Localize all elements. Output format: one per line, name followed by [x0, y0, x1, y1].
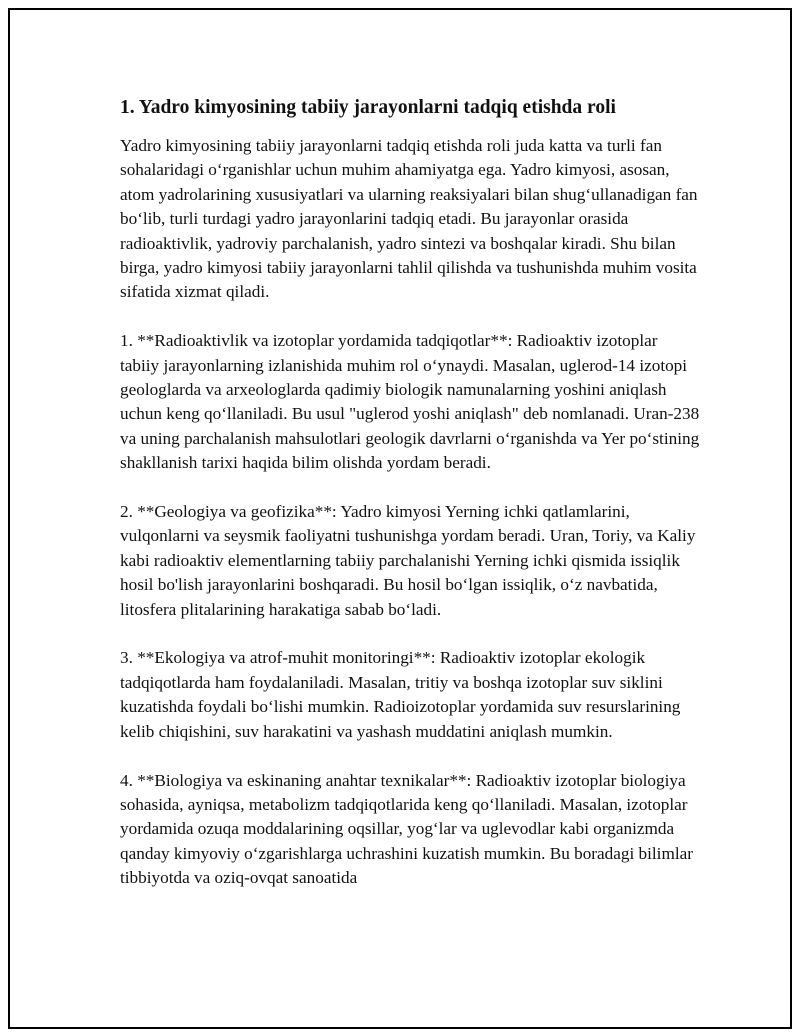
document-body	[120, 96, 700, 891]
paragraph-ecology: 3. **Ekologiya va atrof-muhit monitoringi**: Radioaktiv izotoplar ekologik tadqiqotlarda ham foydalaniladi. Masalan, tritiy va boshqa izotoplar suv siklini kuzatishda foydali bo‘lishi mumkin. Radioizotoplar yordamida suv resurslarining kelib chiqishini, suv harakatini va yashash muddatini aniqlash mumkin.	[120, 648, 681, 741]
paragraph-radioactivity: 1. **Radioaktivlik va izotoplar yordamida tadqiqotlar**: Radioaktiv izotoplar tabiiy jarayonlarning izlanishida muhim rol o‘ynaydi. Masalan, uglerod-14 izotopi geologlarda va arxeologlarda qadimiy biologik namunalarning yoshini aniqlash uchun keng qo‘llaniladi. Bu usul "uglerod yoshi aniqlash" deb nomlanadi. Uran-238 va uning parchalanish mahsulotlari geologik davrlarni o‘rganishda va Yer po‘stining shakllanish tarixi haqida bilim olishda yordam beradi.	[120, 331, 700, 473]
document-title: 1. Yadro kimyosining tabiiy jarayonlarni tadqiq etishda roli	[120, 97, 616, 118]
paragraph-geology: 2. **Geologiya va geofizika**: Yadro kimyosi Yerning ichki qatlamlarini, vulqonlarni va seysmik faoliyatni tushunishga yordam beradi. Uran, Toriy, va Kaliy kabi radioaktiv elementlarning tabiiy parchalanishi Yerning ichki qismida issiqlik hosil bo'lish jarayonlarini boshqaradi. Bu hosil bo‘lgan issiqlik, o‘z navbatida, litosfera plitalarining harakatiga sabab bo‘ladi.	[120, 502, 696, 619]
page-frame	[8, 8, 792, 1029]
intro-paragraph: Yadro kimyosining tabiiy jarayonlarni tadqiq etishda roli juda katta va turli fan sohalaridagi o‘rganishlar uchun muhim ahamiyatga ega. Yadro kimyosi, asosan, atom yadrolarining xususiyatlari va ularning reaksiyalari bilan shug‘ullanadigan fan bo‘lib, turli turdagi yadro jarayonlarini tadqiq etadi. Bu jarayonlar orasida radioaktivlik, yadroviy parchalanish, yadro sintezi va boshqalar kiradi. Shu bilan birga, yadro kimyosi tabiiy jarayonlarni tahlil qilishda va tushunishda muhim vosita sifatida xizmat qiladi.	[120, 136, 698, 302]
paragraph-biology: 4. **Biologiya va eskinaning anahtar texnikalar**: Radioaktiv izotoplar biologiya sohasida, ayniqsa, metabolizm tadqiqotlarida keng qo‘llaniladi. Masalan, izotoplar yordamida ozuqa moddalarining oqsillar, yog‘lar va uglevodlar kabi organizmda qanday kimyoviy o‘zgarishlarga uchrashini kuzatish mumkin. Bu boradagi bilimlar tibbiyotda va oziq-ovqat sanoatida	[120, 770, 693, 888]
